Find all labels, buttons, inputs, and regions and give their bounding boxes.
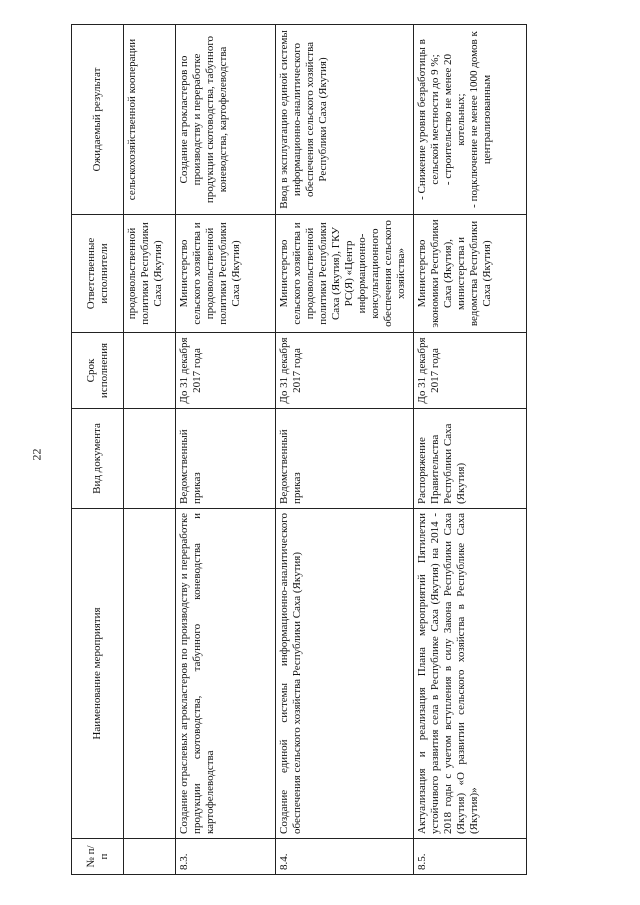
- cell-num: 8.4.: [276, 839, 414, 875]
- table-row: [414, 25, 527, 875]
- cell-doc: [124, 409, 176, 509]
- result-item: - подключение не менее 1000 домов к централизованным: [467, 31, 493, 208]
- cell-resp: продовольственной политики Республики Саха (Якутия): [124, 215, 176, 333]
- header-doc: Вид документа: [72, 409, 124, 509]
- table-header-row: [72, 25, 124, 875]
- measures-table: [71, 24, 527, 875]
- cell-result: сельскохозяйственной кооперации: [124, 25, 176, 215]
- cell-doc: Ведомственный приказ: [176, 409, 276, 509]
- cell-resp: Министерство экономики Республики Саха (Якутия), министерства и ведомства Республики Саха (Якутия): [414, 215, 527, 333]
- cell-result: Ввод в эксплуатацию единой системы информационно-аналитического обеспечения сельского хозяйства Республики Саха (Якутия): [276, 25, 414, 215]
- header-num: № п/п: [72, 839, 124, 875]
- cell-result: [414, 25, 527, 215]
- cell-result: Создание агрокластеров по производству и переработке продукции скотоводства, табунного коневодства, картофелеводства: [176, 25, 276, 215]
- cell-doc: Ведомственный приказ: [276, 409, 414, 509]
- cell-term: До 31 декабря 2017 года: [176, 333, 276, 409]
- cell-name: [124, 509, 176, 839]
- table-row-continued: [124, 25, 176, 875]
- cell-name: Актуализация и реализация Плана мероприятий Пятилетки устойчивого развития села в Республике Саха (Якутия) на 2014 - 2018 годы с учетом вступления в силу Закона Республики Саха (Якутия) «О развитии сельского хозяйства в Республике Саха (Якутия)»: [414, 509, 527, 839]
- cell-resp: Министерство сельского хозяйства и продовольственной политики Республики Саха (Якутия): [176, 215, 276, 333]
- header-name: Наименование мероприятия: [72, 509, 124, 839]
- cell-num: 8.5.: [414, 839, 527, 875]
- cell-doc: Распоряжение Правительства Республики Саха (Якутия): [414, 409, 527, 509]
- cell-term: До 31 декабря 2017 года: [276, 333, 414, 409]
- cell-term: До 31 декабря 2017 года: [414, 333, 527, 409]
- measures-table-container: [71, 25, 526, 875]
- result-item: - Снижение уровня безработицы в сельской местности до 9 %;: [416, 39, 441, 200]
- cell-name: Создание единой системы информационно-аналитического обеспечения сельского хозяйства Республики Саха (Якутия): [276, 509, 414, 839]
- cell-num: [124, 839, 176, 875]
- result-list: [416, 29, 494, 210]
- header-term: Срок исполнения: [72, 333, 124, 409]
- cell-term: [124, 333, 176, 409]
- table-row: [276, 25, 414, 875]
- header-result: Ожидаемый результат: [72, 25, 124, 215]
- cell-num: 8.3.: [176, 839, 276, 875]
- cell-name: Создание отраслевых агрокластеров по производству и переработке продукции скотоводства, табунного коневодства и картофелеводства: [176, 509, 276, 839]
- result-item: - строительство не менее 20 котельных;: [441, 53, 467, 186]
- cell-resp: Министерство сельского хозяйства и продовольственной политики Республики Саха (Якутия), ГКУ РС(Я) «Центр информационно-консультационного обеспечения сельского хозяйства»: [276, 215, 414, 333]
- header-resp: Ответственные исполнители: [72, 215, 124, 333]
- page-number: 22: [29, 448, 44, 461]
- table-row: [176, 25, 276, 875]
